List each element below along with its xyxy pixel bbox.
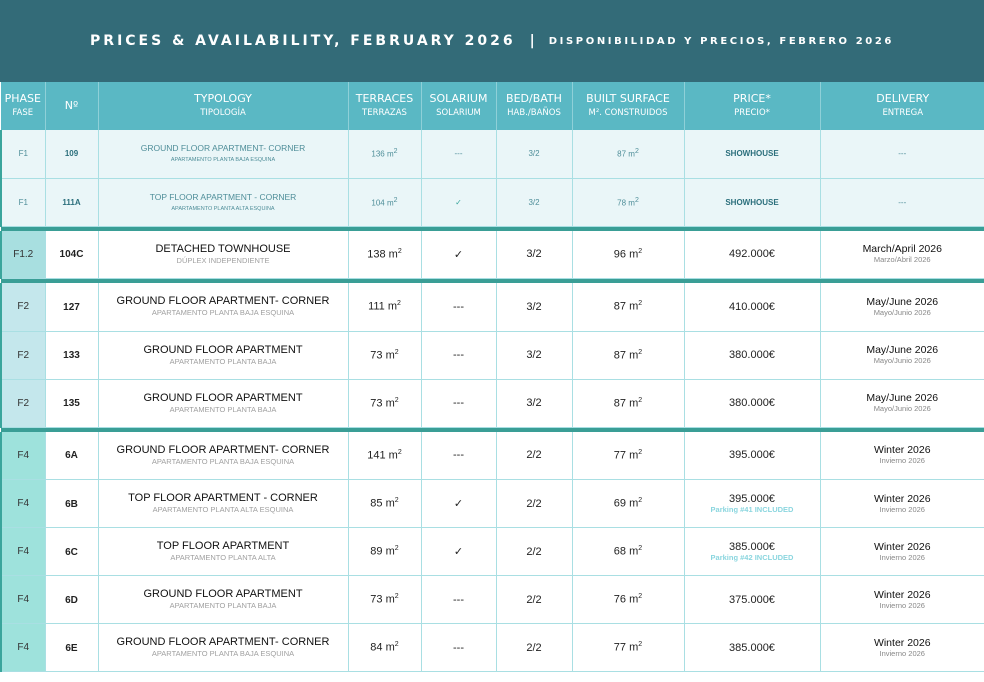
unit-number-cell	[45, 379, 98, 427]
surface-cell	[572, 624, 684, 672]
unit-number: 135	[63, 398, 80, 409]
header-typology	[98, 82, 348, 130]
delivery-en: May/June 2026	[866, 295, 939, 308]
typology-es: APARTAMENTO PLANTA ALTA	[170, 553, 276, 562]
phase-cell: F4	[1, 528, 45, 576]
title-separator: |	[529, 33, 535, 49]
phase-cell: F4	[1, 576, 45, 624]
surface-cell	[572, 331, 684, 379]
table-body	[1, 130, 984, 672]
surface-cell	[572, 379, 684, 427]
typology-en: GROUND FLOOR APARTMENT- CORNER	[116, 443, 330, 456]
typology-es: APARTAMENTO PLANTA BAJA	[169, 356, 277, 366]
surface-unit-exponent: 2	[638, 448, 643, 456]
terraces-cell	[348, 231, 421, 279]
terraces-unit-exponent: 2	[397, 448, 402, 456]
unit-number: 6B	[65, 498, 78, 510]
header-phase	[1, 82, 45, 130]
terraces-cell	[348, 331, 421, 379]
delivery-es: Invierno 2026	[879, 648, 925, 658]
surface-value: 69	[613, 497, 627, 510]
table-row	[1, 130, 984, 178]
solarium-cell	[421, 528, 496, 576]
delivery-en: Winter 2026	[873, 540, 931, 553]
terraces-unit-exponent: 2	[397, 300, 401, 308]
table-row	[1, 576, 984, 624]
terraces-cell	[348, 624, 421, 672]
surface-unit: m	[629, 449, 639, 462]
terraces-cell	[348, 432, 421, 480]
unit-number: 6D	[65, 594, 78, 606]
check-icon: ✓	[453, 498, 464, 510]
bedbath-cell: 2/2	[496, 432, 572, 480]
surface-value: 96	[613, 248, 627, 261]
terraces-unit: m	[387, 301, 398, 314]
typology-en: GROUND FLOOR APARTMENT- CORNER	[116, 295, 330, 308]
delivery-cell	[820, 432, 984, 480]
phase-cell: F4	[1, 432, 45, 480]
surface-unit-exponent: 2	[638, 641, 643, 649]
solarium-cell	[421, 231, 496, 279]
check-icon: ✓	[453, 546, 464, 558]
price-cell	[684, 480, 820, 528]
terraces-cell	[348, 283, 421, 331]
unit-number: 6A	[65, 450, 78, 462]
surface-unit: m	[629, 397, 639, 410]
terraces-value: 141	[367, 449, 386, 462]
check-icon: ✓	[453, 248, 464, 261]
terraces-cell	[348, 528, 421, 576]
bedbath-cell: 2/2	[496, 576, 572, 624]
header-surface-en: BUILT SURFACE	[586, 92, 670, 105]
solarium-cell	[421, 624, 496, 672]
terraces-unit: m	[385, 397, 395, 410]
terraces-value: 89	[370, 545, 383, 558]
terraces-cell	[348, 480, 421, 528]
terraces-value: 84	[370, 641, 383, 654]
solarium-cell	[421, 130, 496, 178]
solarium-cell	[421, 178, 496, 226]
unit-number-cell	[45, 178, 98, 226]
parking-note: Parking #42 INCLUDED	[710, 552, 794, 562]
surface-unit: m	[629, 593, 639, 606]
header-phase-en: PHASE	[4, 92, 41, 105]
surface-unit: m	[629, 349, 639, 362]
terraces-unit: m	[388, 449, 398, 462]
terraces-unit: m	[385, 545, 395, 558]
delivery-cell	[820, 283, 984, 331]
header-phase-es: FASE	[12, 108, 34, 118]
surface-unit: m	[629, 301, 639, 314]
surface-cell	[572, 283, 684, 331]
table-row	[1, 379, 984, 427]
surface-cell	[572, 178, 684, 226]
price-cell	[684, 432, 820, 480]
title-spanish: DISPONIBILIDAD Y PRECIOS, FEBRERO 2026	[548, 35, 894, 47]
price-cell	[684, 178, 820, 226]
surface-unit: m	[629, 497, 639, 510]
header-bedbath-en: BED/BATH	[506, 92, 562, 105]
price-cell	[684, 331, 820, 379]
delivery-cell	[820, 624, 984, 672]
surface-unit: m	[628, 198, 635, 208]
phase-cell: F2	[1, 283, 45, 331]
delivery-en: ---	[898, 197, 907, 207]
surface-value: 77	[613, 641, 627, 654]
bedbath-cell: 3/2	[496, 379, 572, 427]
terraces-cell	[348, 178, 421, 226]
delivery-es: Marzo/Abril 2026	[873, 255, 931, 265]
price-cell	[684, 528, 820, 576]
delivery-cell	[820, 178, 984, 226]
solarium-cell	[421, 480, 496, 528]
typology-es: APARTAMENTO PLANTA BAJA	[169, 404, 277, 414]
table-row	[1, 231, 984, 279]
header-bedbath-es: HAB./BAÑOS	[507, 108, 561, 118]
parking-note: Parking #41 INCLUDED	[710, 504, 794, 514]
surface-unit-exponent: 2	[634, 148, 639, 156]
table-row	[1, 432, 984, 480]
typology-cell	[98, 178, 348, 226]
price-value: 385.000€	[729, 641, 775, 654]
terraces-unit: m	[387, 150, 394, 160]
surface-value: 87	[617, 150, 627, 160]
header-price-en: PRICE*	[733, 92, 771, 105]
typology-es: APARTAMENTO PLANTA BAJA	[169, 601, 277, 610]
terraces-value: 104	[371, 198, 385, 208]
typology-en: GROUND FLOOR APARTMENT	[143, 343, 303, 356]
bedbath-cell: 2/2	[496, 480, 572, 528]
typology-cell	[98, 432, 348, 480]
surface-cell	[572, 576, 684, 624]
typology-es: APARTAMENTO PLANTA BAJA ESQUINA	[151, 649, 295, 658]
header-surface-es: M². CONSTRUIDOS	[588, 108, 668, 118]
phase-cell: F2	[1, 331, 45, 379]
surface-unit-exponent: 2	[638, 396, 643, 404]
terraces-unit-exponent: 2	[394, 348, 399, 356]
terraces-cell	[348, 130, 421, 178]
terraces-value: 111	[368, 301, 385, 314]
phase-cell: F4	[1, 480, 45, 528]
unit-number-cell	[45, 528, 98, 576]
unit-number: 109	[64, 149, 79, 159]
solarium-value: ---	[453, 449, 464, 462]
delivery-cell	[820, 528, 984, 576]
header-terraces-en: TERRACES	[355, 92, 414, 105]
surface-unit-exponent: 2	[638, 593, 643, 601]
delivery-en: May/June 2026	[866, 392, 939, 404]
solarium-cell	[421, 576, 496, 624]
solarium-cell	[421, 379, 496, 427]
delivery-cell	[820, 480, 984, 528]
price-value: 375.000€	[729, 593, 775, 606]
solarium-value: ---	[453, 593, 464, 606]
typology-cell	[98, 130, 348, 178]
solarium-cell	[421, 331, 496, 379]
terraces-unit-exponent: 2	[393, 196, 398, 204]
terraces-unit-exponent: 2	[393, 148, 398, 156]
typology-en: TOP FLOOR APARTMENT - CORNER	[128, 492, 318, 504]
typology-es: APARTAMENTO PLANTA BAJA ESQUINA	[170, 157, 276, 164]
surface-unit-exponent: 2	[638, 300, 643, 308]
delivery-cell	[820, 130, 984, 178]
terraces-unit: m	[387, 198, 394, 208]
header-surface	[572, 82, 684, 130]
terraces-value: 136	[371, 150, 385, 160]
table-row	[1, 480, 984, 528]
solarium-cell	[421, 283, 496, 331]
typology-es: APARTAMENTO PLANTA ALTA ESQUINA	[152, 505, 294, 514]
surface-unit: m	[628, 150, 635, 160]
bedbath-cell: 3/2	[496, 130, 572, 178]
typology-es: APARTAMENTO PLANTA BAJA ESQUINA	[151, 456, 295, 466]
header-number-en: Nº	[64, 99, 79, 112]
header-solarium-en: SOLARIUM	[429, 92, 488, 105]
terraces-unit-exponent: 2	[394, 497, 399, 505]
typology-en: GROUND FLOOR APARTMENT	[143, 588, 303, 600]
surface-value: 68	[613, 545, 627, 558]
bedbath-cell: 3/2	[496, 331, 572, 379]
terraces-unit-exponent: 2	[394, 641, 399, 649]
price-value: 380.000€	[729, 349, 775, 361]
typology-en: TOP FLOOR APARTMENT	[156, 540, 290, 552]
terraces-unit-exponent: 2	[397, 247, 402, 255]
phase-cell: F1	[1, 130, 45, 178]
delivery-en: March/April 2026	[862, 243, 942, 256]
bedbath-cell: 3/2	[496, 178, 572, 226]
terraces-value: 73	[370, 397, 383, 410]
solarium-value: ---	[453, 397, 464, 409]
surface-unit-exponent: 2	[634, 196, 639, 204]
price-value: SHOWHOUSE	[725, 197, 779, 207]
surface-cell	[572, 432, 684, 480]
surface-unit: m	[629, 641, 639, 654]
typology-cell	[98, 576, 348, 624]
typology-cell	[98, 528, 348, 576]
terraces-value: 85	[370, 497, 383, 510]
surface-cell	[572, 231, 684, 279]
price-value: 395.000€	[729, 492, 775, 505]
delivery-es: Invierno 2026	[879, 456, 925, 466]
delivery-cell	[820, 231, 984, 279]
bedbath-cell: 3/2	[496, 231, 572, 279]
surface-value: 76	[613, 593, 627, 606]
price-cell	[684, 283, 820, 331]
price-value: 410.000€	[729, 300, 775, 313]
typology-cell	[98, 379, 348, 427]
typology-en: GROUND FLOOR APARTMENT- CORNER	[140, 143, 306, 154]
surface-value: 87	[613, 301, 627, 314]
unit-number: 111A	[62, 197, 81, 207]
phase-cell: F1	[1, 178, 45, 226]
price-value: 385.000€	[729, 540, 775, 553]
header-price-es: PRECIO*	[734, 108, 770, 118]
terraces-value: 138	[367, 248, 386, 261]
typology-es: APARTAMENTO PLANTA ALTA ESQUINA	[171, 205, 275, 212]
surface-unit: m	[629, 545, 639, 558]
delivery-en: ---	[898, 149, 907, 159]
surface-cell	[572, 480, 684, 528]
phase-cell: F1.2	[1, 231, 45, 279]
typology-en: GROUND FLOOR APARTMENT	[143, 391, 303, 404]
delivery-en: May/June 2026	[866, 344, 939, 356]
price-cell	[684, 231, 820, 279]
table-row	[1, 528, 984, 576]
phase-cell: F2	[1, 379, 45, 427]
terraces-value: 73	[370, 593, 383, 606]
bedbath-cell: 2/2	[496, 624, 572, 672]
price-value: 492.000€	[729, 248, 775, 261]
price-value: 395.000€	[729, 449, 775, 462]
header-typology-en: TYPOLOGY	[194, 92, 252, 105]
table-row	[1, 624, 984, 672]
surface-unit-exponent: 2	[638, 545, 643, 553]
surface-value: 87	[613, 397, 627, 410]
header-solarium	[421, 82, 496, 130]
typology-cell	[98, 624, 348, 672]
delivery-cell	[820, 379, 984, 427]
bedbath-cell: 2/2	[496, 528, 572, 576]
header-terraces	[348, 82, 421, 130]
terraces-cell	[348, 576, 421, 624]
surface-value: 77	[613, 449, 627, 462]
terraces-unit-exponent: 2	[394, 545, 399, 553]
unit-number: 6E	[65, 642, 78, 654]
terraces-unit: m	[388, 248, 398, 261]
delivery-cell	[820, 576, 984, 624]
unit-number: 133	[63, 350, 80, 361]
unit-number: 104C	[59, 249, 84, 261]
delivery-en: Winter 2026	[873, 636, 931, 649]
typology-cell	[98, 283, 348, 331]
unit-number-cell	[45, 576, 98, 624]
surface-cell	[572, 130, 684, 178]
typology-cell	[98, 480, 348, 528]
surface-value: 78	[617, 198, 627, 208]
solarium-value: ---	[453, 641, 464, 654]
delivery-es: Invierno 2026	[879, 600, 925, 610]
unit-number-cell	[45, 331, 98, 379]
solarium-cell	[421, 432, 496, 480]
delivery-es: Mayo/Junio 2026	[873, 356, 931, 365]
price-cell	[684, 576, 820, 624]
availability-table	[0, 82, 984, 672]
unit-number-cell	[45, 130, 98, 178]
header-delivery	[820, 82, 984, 130]
typology-cell	[98, 231, 348, 279]
table-row	[1, 178, 984, 226]
unit-number-cell	[45, 283, 98, 331]
delivery-es: Invierno 2026	[879, 552, 925, 562]
delivery-es: Mayo/Junio 2026	[873, 307, 931, 317]
terraces-unit-exponent: 2	[394, 593, 399, 601]
price-cell	[684, 379, 820, 427]
typology-cell	[98, 331, 348, 379]
surface-unit: m	[629, 248, 639, 261]
phase-cell: F4	[1, 624, 45, 672]
bedbath-cell: 3/2	[496, 283, 572, 331]
terraces-unit: m	[385, 641, 395, 654]
title-banner	[0, 0, 984, 82]
header-delivery-es: ENTREGA	[882, 108, 924, 118]
price-value: 380.000€	[729, 397, 775, 409]
terraces-cell	[348, 379, 421, 427]
unit-number-cell	[45, 231, 98, 279]
delivery-en: Winter 2026	[873, 444, 931, 457]
unit-number-cell	[45, 624, 98, 672]
surface-cell	[572, 528, 684, 576]
table-row	[1, 331, 984, 379]
terraces-unit: m	[385, 497, 395, 510]
delivery-en: Winter 2026	[873, 588, 931, 601]
typology-en: TOP FLOOR APARTMENT - CORNER	[149, 191, 297, 202]
price-value: SHOWHOUSE	[725, 149, 779, 159]
terraces-value: 73	[370, 349, 383, 362]
typology-en: GROUND FLOOR APARTMENT- CORNER	[116, 636, 330, 648]
table-row	[1, 283, 984, 331]
delivery-cell	[820, 331, 984, 379]
typology-es: APARTAMENTO PLANTA BAJA ESQUINA	[151, 308, 295, 318]
unit-number: 6C	[65, 546, 78, 558]
header-bedbath	[496, 82, 572, 130]
check-icon: ✓	[455, 197, 462, 207]
typology-en: DETACHED TOWNHOUSE	[155, 242, 291, 255]
terraces-unit: m	[385, 593, 395, 606]
surface-unit-exponent: 2	[638, 247, 643, 255]
delivery-es: Mayo/Junio 2026	[873, 404, 931, 413]
solarium-value: ---	[453, 349, 464, 361]
header-number	[45, 82, 98, 130]
surface-value: 87	[613, 349, 627, 362]
terraces-unit-exponent: 2	[394, 396, 399, 404]
price-cell	[684, 624, 820, 672]
surface-unit-exponent: 2	[638, 348, 643, 356]
title-english: PRICES & AVAILABILITY, FEBRUARY 2026	[90, 33, 516, 49]
surface-unit-exponent: 2	[638, 497, 643, 505]
unit-number: 127	[63, 301, 80, 313]
header-typology-es: TIPOLOGÍA	[200, 108, 246, 118]
header-price	[684, 82, 820, 130]
header-row	[1, 82, 984, 130]
terraces-unit: m	[385, 349, 395, 362]
delivery-es: Invierno 2026	[879, 504, 925, 514]
solarium-value: ---	[454, 149, 463, 159]
price-cell	[684, 130, 820, 178]
header-delivery-en: DELIVERY	[876, 92, 930, 105]
unit-number-cell	[45, 432, 98, 480]
unit-number-cell	[45, 480, 98, 528]
delivery-en: Winter 2026	[873, 492, 931, 505]
header-terraces-es: TERRAZAS	[362, 108, 407, 118]
header-solarium-es: SOLARIUM	[436, 108, 481, 118]
typology-es: DÚPLEX INDEPENDIENTE	[176, 255, 270, 265]
solarium-value: ---	[453, 300, 464, 313]
